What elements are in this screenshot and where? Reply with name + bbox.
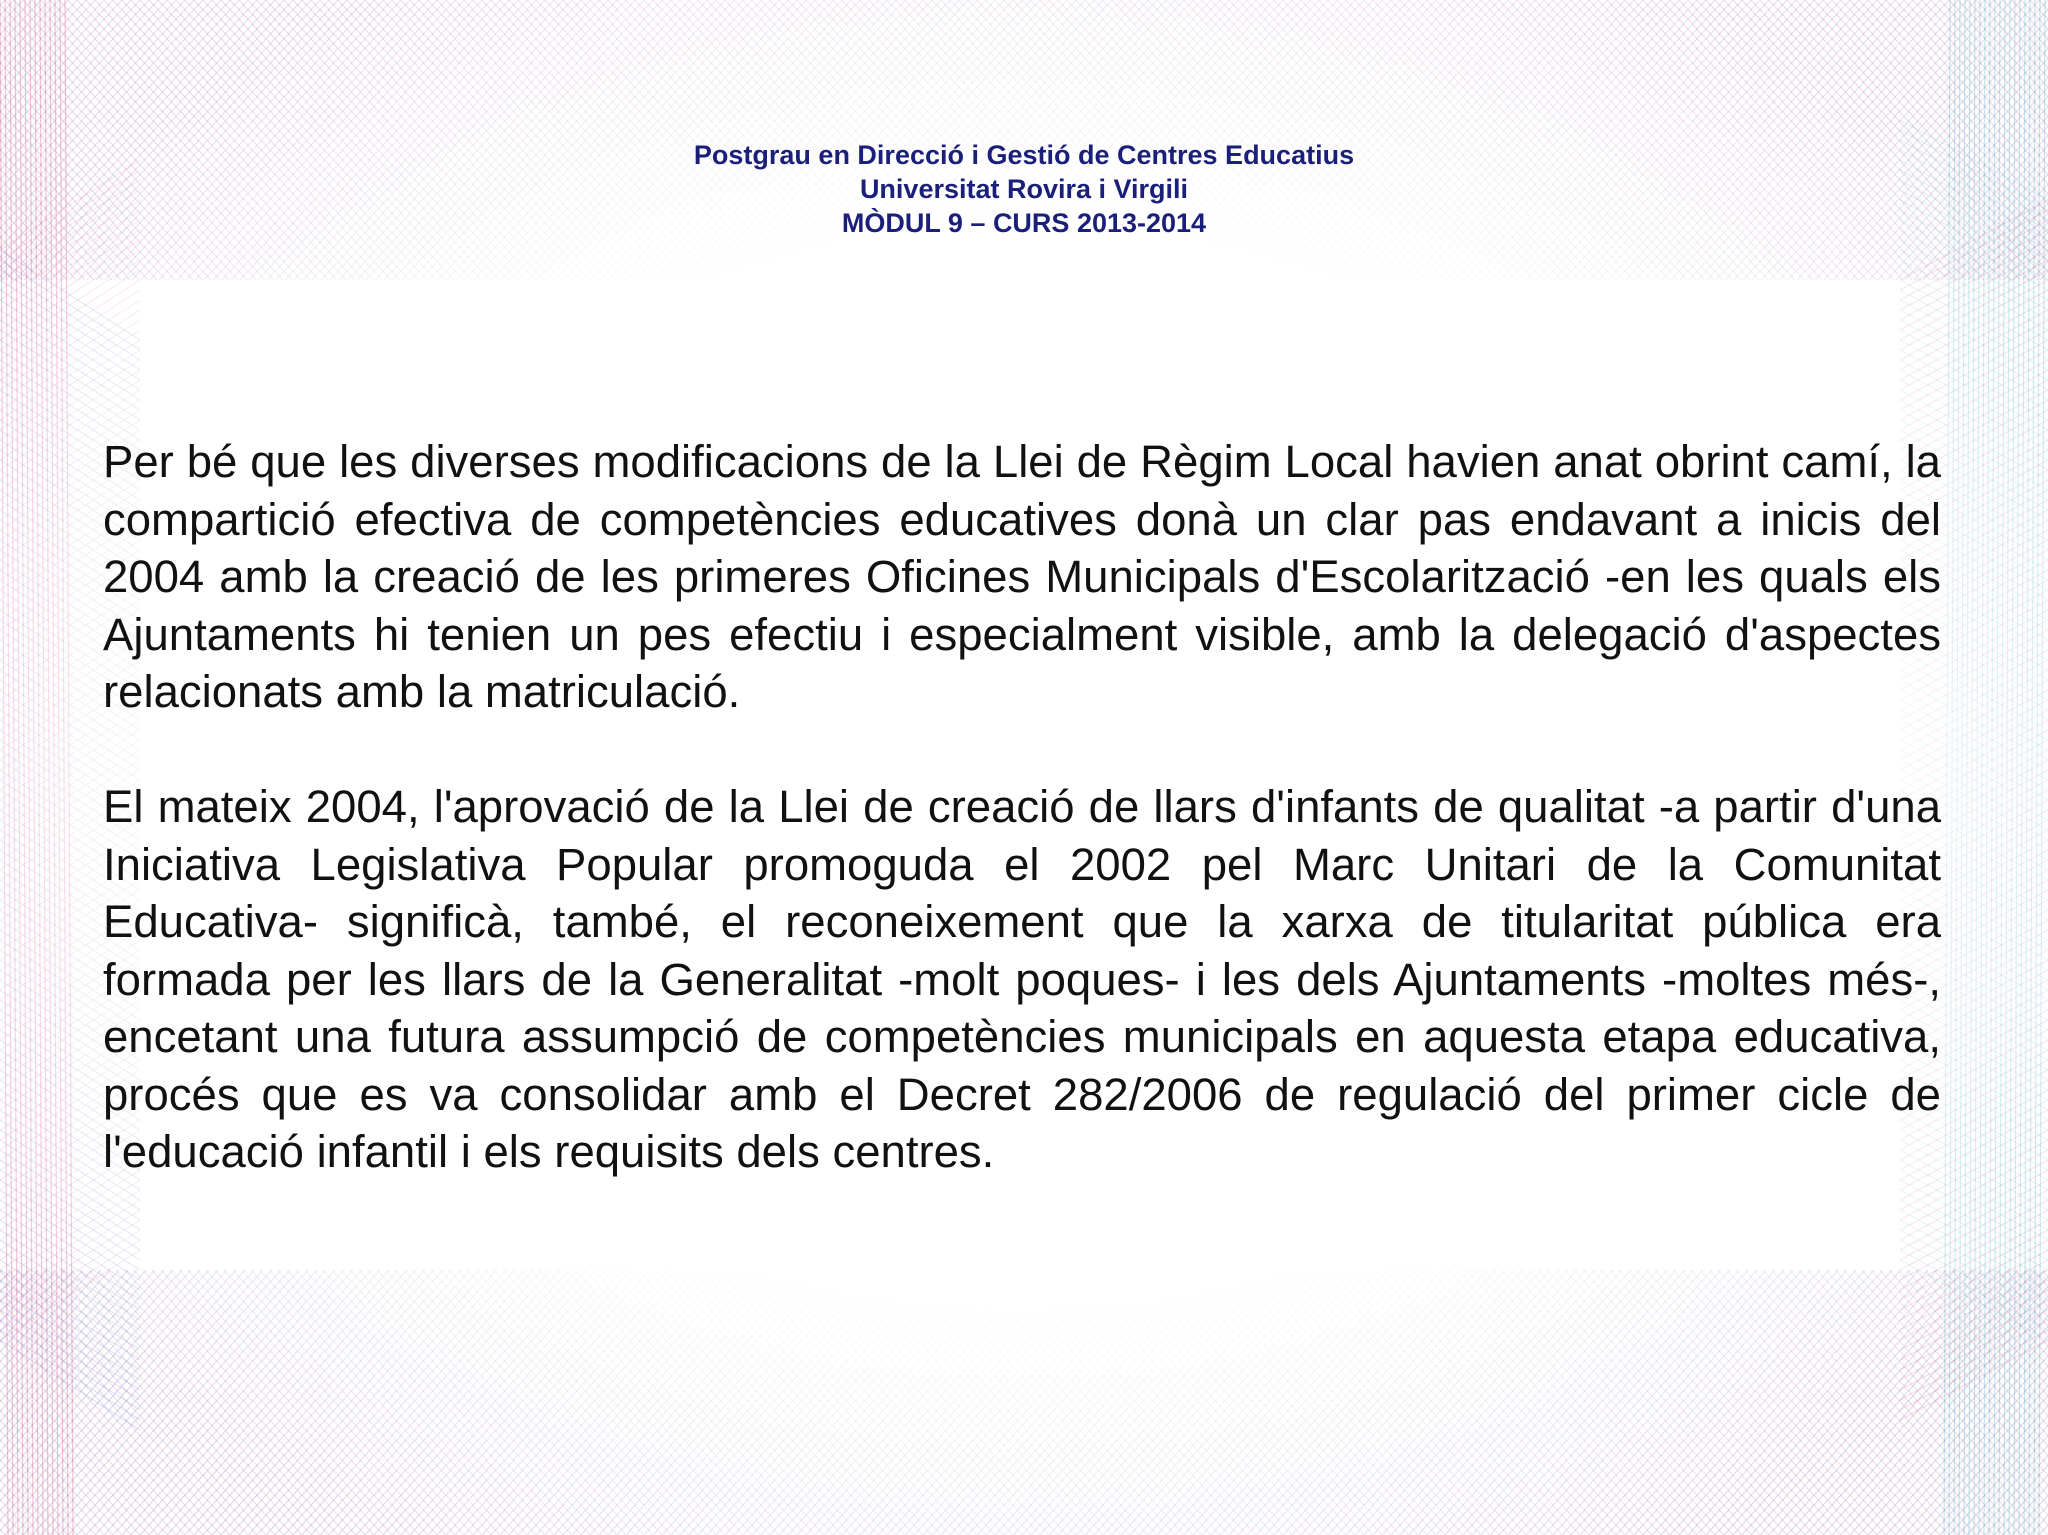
course-header — [0, 138, 2048, 240]
paragraph-1: Per bé que les diverses modificacions de la Llei de Règim Local havien anat obrint camí, la compartició efectiva de competències educatives donà un clar pas endavant a inicis del 2004 amb la creació de les primeres Oficines Municipals d'Escolarització -en les quals els Ajuntaments hi tenien un pes efectiu i especialment visible, amb la delegació d'aspectes relacionats amb la matriculació. — [103, 436, 1941, 717]
header-university: Universitat Rovira i Virgili — [859, 174, 1189, 204]
body-text — [103, 433, 1941, 1181]
header-module-course: MÒDUL 9 – CURS 2013-2014 — [841, 208, 1207, 238]
header-program-title: Postgrau en Direcció i Gestió de Centres Educatius — [693, 140, 1355, 170]
paragraph-2: El mateix 2004, l'aprovació de la Llei de creació de llars d'infants de qualitat -a partir d'una Iniciativa Legislativa Popular promoguda el 2002 pel Marc Unitari de la Comunitat Educativa- significà, també, el reconeixement que la xarxa de titularitat pública era formada per les llars de la Generalitat -molt poques- i les dels Ajuntaments -moltes més-, encetant una futura assumpció de competències municipals en aquesta etapa educativa, procés que es va consolidar amb el Decret 282/2006 de regulació del primer cicle de l'educació infantil i els requisits dels centres. — [103, 781, 1941, 1177]
